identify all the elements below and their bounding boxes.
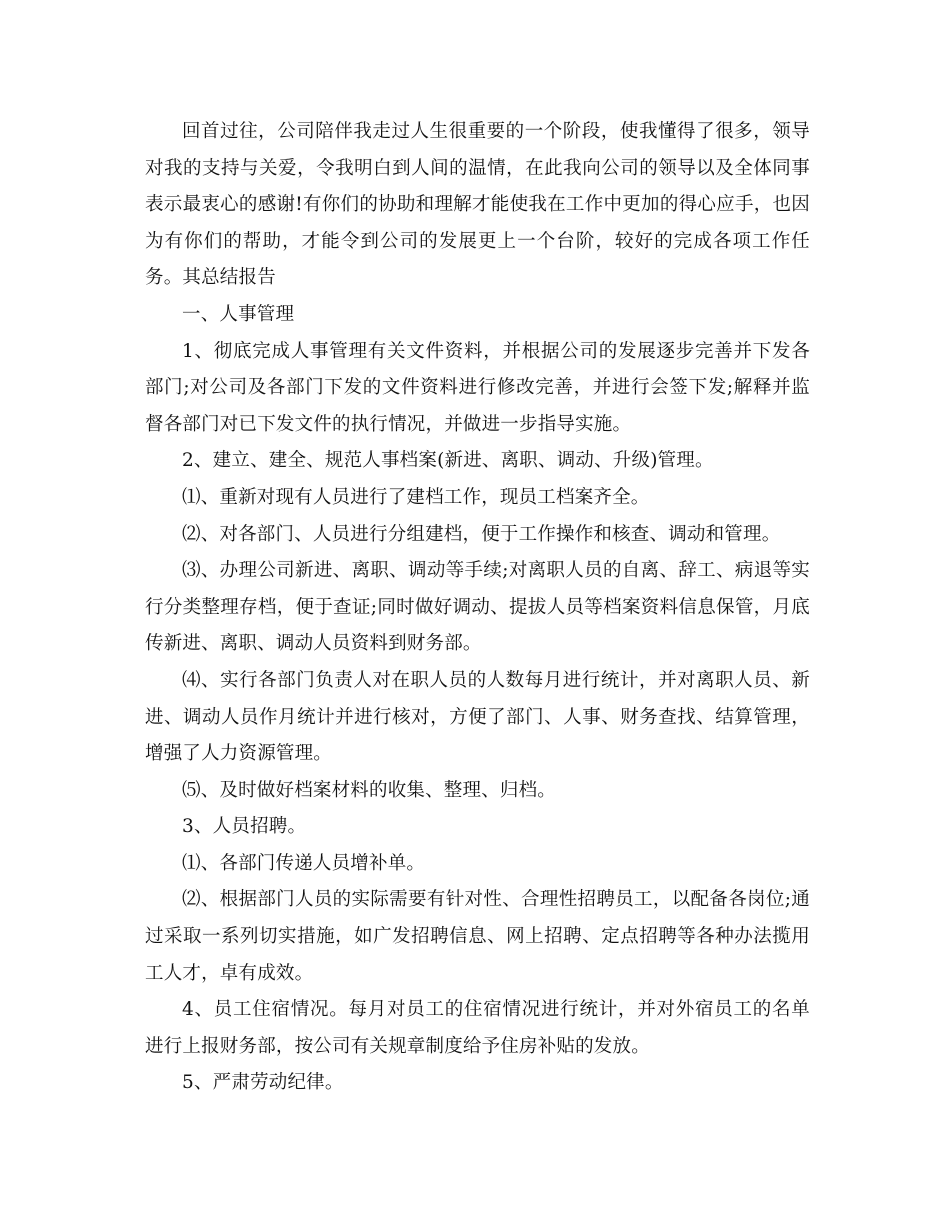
paragraph-item-2: 2、建立、建全、规范人事档案(新进、离职、调动、升级)管理。: [182, 450, 714, 472]
paragraph-intro: 回首过往，公司陪伴我走过人生很重要的一个阶段，使我懂得了很多，领导对我的支持与关爱，令我明白到人间的温情，在此我向公司的领导以及全体同事表示最衷心的感谢!有你们的协助和理解才能使我在工作中更加的得心应手，也因为有你们的帮助，才能令到公司的发展更上一个台阶，较好的完成各项工作任务。其总结报告: [145, 121, 810, 289]
paragraph-item-4: 4、员工住宿情况。每月对员工的住宿情况进行统计，并对外宿员工的名单进行上报财务部，按公司有关规章制度给予住房补贴的发放。: [145, 999, 810, 1057]
paragraph-item-3-1: ⑴、各部门传递人员增补单。: [182, 852, 426, 874]
paragraph-item-2-3: ⑶、办理公司新进、离职、调动等手续;对离职人员的自离、辞工、病退等实行分类整理存档，便于查证;同时做好调动、提拔人员等档案资料信息保管，月底传新进、离职、调动人员资料到财务部。: [145, 560, 810, 655]
paragraph-item-5: 5、严肃劳动纪律。: [182, 1072, 344, 1094]
paragraph-item-2-2: ⑵、对各部门、人员进行分组建档，便于工作操作和核查、调动和管理。: [182, 523, 781, 545]
paragraph-item-2-5: ⑸、及时做好档案材料的收集、整理、归档。: [182, 779, 557, 801]
paragraph-item-1: 1、彻底完成人事管理有关文件资料，并根据公司的发展逐步完善并下发各部门;对公司及各部门下发的文件资料进行修改完善，并进行会签下发;解释并监督各部门对已下发文件的执行情况，并做进一步指导实施。: [145, 340, 810, 435]
paragraph-item-3: 3、人员招聘。: [182, 816, 307, 838]
document-body: [145, 114, 810, 1102]
paragraph-item-3-2: ⑵、根据部门人员的实际需要有针对性、合理性招聘员工，以配备各岗位;通过采取一系列切实措施，如广发招聘信息、网上招聘、定点招聘等各种办法揽用工人才，卓有成效。: [145, 889, 810, 984]
heading-personnel-management: 一、人事管理: [182, 303, 295, 325]
paragraph-item-2-1: ⑴、重新对现有人员进行了建档工作，现员工档案齐全。: [182, 486, 650, 508]
paragraph-item-2-4: ⑷、实行各部门负责人对在职人员的人数每月进行统计，并对离职人员、新进、调动人员作月统计并进行核对，方便了部门、人事、财务查找、结算管理，增强了人力资源管理。: [145, 669, 810, 765]
